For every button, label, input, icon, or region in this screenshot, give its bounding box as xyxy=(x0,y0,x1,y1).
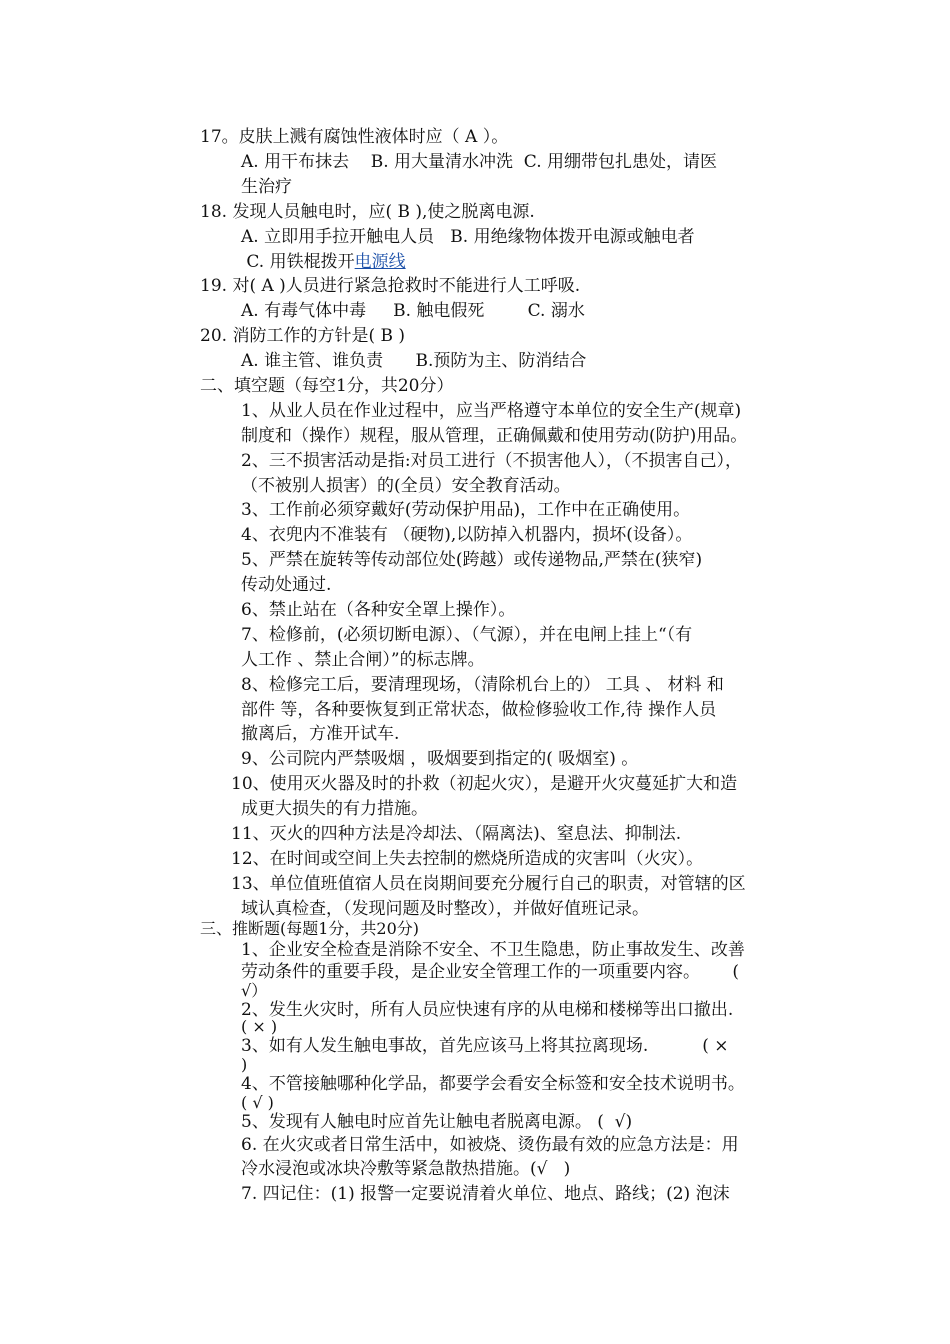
fill-item-8: 8、检修完工后，要清理现场，（清除机台上的） 工具 、 材料 和 xyxy=(241,675,724,695)
question-19-options: A. 有毒气体中毒 B. 触电假死 C. 溺水 xyxy=(241,301,585,321)
fill-item-4: 4、衣兜内不准装有 （硬物),以防掉入机器内，损坏(设备）。 xyxy=(241,525,693,545)
fill-item-2: 2、三不损害活动是指:对员工进行（不损害他人），（不损害自己）， xyxy=(241,451,743,471)
judge-item-6: 6. 在火灾或者日常生活中，如被烧、烫伤最有效的应急方法是：用 xyxy=(241,1135,739,1155)
judge-item-3-answer: ) xyxy=(241,1055,248,1074)
question-17-options-cont: 生治疗 xyxy=(241,177,292,197)
fill-item-8-cont2: 撤离后，方准开试车. xyxy=(241,724,400,744)
fill-item-7-cont: 人工作 、禁止合闸）”的标志牌。 xyxy=(241,650,485,670)
fill-item-6: 6、禁止站在（各种安全罩上操作）。 xyxy=(241,600,516,620)
judge-item-1-cont: 劳动条件的重要手段，是企业安全管理工作的一项重要内容。 ( xyxy=(241,962,740,982)
question-18-options-cont xyxy=(241,250,406,274)
judge-heading: 三、推断题(每题1分，共20分) xyxy=(200,919,420,938)
judge-item-1: 1、企业安全检查是消除不安全、不卫生隐患，防止事故发生、改善 xyxy=(241,940,745,960)
judge-item-4-answer: ( √ ) xyxy=(241,1093,274,1112)
question-20: 20. 消防工作的方针是( B ) xyxy=(200,326,406,346)
fill-item-13: 13、单位值班值宿人员在岗期间要充分履行自己的职责，对管辖的区 xyxy=(231,874,746,894)
question-18: 18. 发现人员触电时，应( B ),使之脱离电源. xyxy=(200,202,535,222)
judge-item-1-answer: √） xyxy=(241,981,268,1000)
fill-item-10: 10、使用灭火器及时的扑救（初起火灾），是避开火灾蔓延扩大和造 xyxy=(231,774,738,794)
judge-item-5: 5、发现有人触电时应首先让触电者脱离电源。 ( √) xyxy=(241,1112,633,1132)
judge-item-3: 3、如有人发生触电事故，首先应该马上将其拉离现场. ( × xyxy=(241,1036,729,1056)
fill-item-5: 5、严禁在旋转等传动部位处(跨越）或传递物品,严禁在(狭窄) xyxy=(241,550,703,570)
fill-item-5-cont: 传动处通过. xyxy=(241,575,332,595)
fill-item-1-cont: 制度和（操作）规程，服从管理，正确佩戴和使用劳动(防护)用品。 xyxy=(241,426,748,446)
fill-item-1: 1、从业人员在作业过程中，应当严格遵守本单位的安全生产(规章) xyxy=(241,401,742,421)
fill-item-8-cont: 部件 等，各种要恢复到正常状态，做检修验收工作,待 操作人员 xyxy=(241,700,717,720)
question-18-options: A. 立即用手拉开触电人员 B. 用绝缘物体拨开电源或触电者 xyxy=(241,227,695,247)
fill-item-11: 11、灭火的四种方法是冷却法、（隔离法)、窒息法、抑制法. xyxy=(231,824,682,844)
question-17-options: A. 用干布抹去 B. 用大量清水冲洗 C. 用绷带包扎患处，请医 xyxy=(241,152,718,172)
question-18-option-c: C. 用铁棍拨开 xyxy=(241,252,355,272)
judge-item-2-answer: ( × ) xyxy=(241,1017,278,1036)
power-cord-link[interactable]: 电源线 xyxy=(354,252,406,272)
judge-item-6-cont: 冷水浸泡或冰块冷敷等紧急散热措施。(√ ) xyxy=(241,1159,571,1179)
question-20-options: A. 谁主管、谁负责 B.预防为主、防消结合 xyxy=(241,351,587,371)
fill-item-10-cont: 成更大损失的有力措施。 xyxy=(241,799,428,819)
fill-item-9: 9、公司院内严禁吸烟 ，吸烟要到指定的( 吸烟室) 。 xyxy=(241,749,639,769)
fill-item-2-cont: （不被别人损害）的(全员）安全教育活动。 xyxy=(241,476,571,496)
judge-item-4: 4、不管接触哪种化学品，都要学会看安全标签和安全技术说明书。 xyxy=(241,1074,745,1094)
fill-item-12: 12、在时间或空间上失去控制的燃烧所造成的灾害叫（火灾）。 xyxy=(231,849,704,869)
judge-item-7: 7. 四记住：(1) 报警一定要说清着火单位、地点、路线；(2) 泡沫 xyxy=(241,1184,730,1204)
fill-item-7: 7、检修前，(必须切断电源）、（气源），并在电闸上挂上“（有 xyxy=(241,625,693,645)
fill-item-13-cont: 域认真检查，（发现问题及时整改），并做好值班记录。 xyxy=(241,899,649,919)
fill-blank-heading: 二、填空题（每空1分，共20分） xyxy=(200,376,454,396)
fill-item-3: 3、工作前必须穿戴好(劳动保护用品)，工作中在正确使用。 xyxy=(241,500,691,520)
question-19: 19. 对( A )人员进行紧急抢救时不能进行人工呼吸. xyxy=(200,276,581,296)
question-17: 17。皮肤上溅有腐蚀性液体时应（ A ）。 xyxy=(200,127,509,147)
judge-item-2: 2、发生火灾时，所有人员应快速有序的从电梯和楼梯等出口撤出. xyxy=(241,1000,734,1020)
